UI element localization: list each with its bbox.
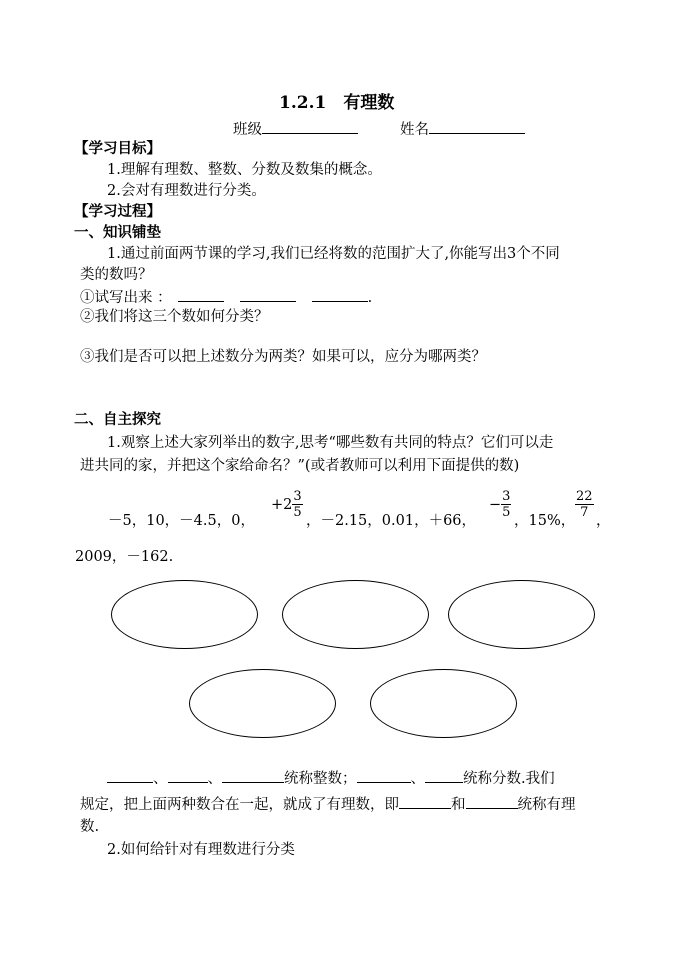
improper-fraction [575, 489, 594, 520]
frac-numerator: 22 [576, 489, 593, 504]
part1-q1-line2: 类的数吗？ [80, 267, 153, 283]
part1-sub3: ③我们是否可以把上述数分为两类？如果可以，应分为哪两类？ [80, 349, 486, 365]
part1-sub2: ②我们将这三个数如何分类？ [80, 309, 269, 325]
answer-blank[interactable] [399, 793, 451, 809]
page-title: 1.2.1 有理数 [279, 93, 395, 113]
numbers-seg2: ，－2.15，0.01，＋66， [306, 513, 477, 529]
part1-sub1 [80, 286, 372, 308]
part2-q2: 2.如何给针对有理数进行分类 [107, 842, 295, 858]
category-ellipse[interactable] [370, 669, 517, 738]
answer-blank[interactable] [168, 767, 208, 783]
neg-sign: − [489, 496, 502, 513]
part1-q1-line1: 1.通过前面两节课的学习,我们已经将数的范围扩大了,你能写出3个不同 [107, 246, 560, 262]
separator: 、 [207, 771, 222, 787]
answer-blank[interactable] [312, 286, 368, 302]
frac-denominator: 5 [502, 505, 511, 520]
mixed-frac [292, 489, 302, 520]
frac-numerator: 3 [293, 489, 302, 504]
and-text: 和 [451, 797, 466, 813]
answer-blank[interactable] [240, 286, 296, 302]
separator: 、 [153, 771, 168, 787]
answer-blank[interactable] [107, 767, 153, 783]
improper-frac [575, 489, 594, 520]
category-ellipse[interactable] [448, 580, 595, 649]
numbers-line2: 2009，－162. [75, 549, 174, 565]
mixed-whole: +2 [271, 496, 293, 513]
frac-denominator: 5 [293, 505, 302, 520]
category-ellipse[interactable] [282, 580, 429, 649]
fill-line1 [107, 767, 555, 789]
part2-q1-line2: 进共同的家，并把这个家给命名？”(或者教师可以利用下面提供的数) [80, 458, 520, 474]
negative-fraction [489, 489, 511, 520]
answer-blank[interactable] [466, 793, 518, 809]
mixed-fraction [271, 489, 303, 520]
name-field [400, 118, 525, 140]
answer-blank[interactable] [357, 767, 411, 783]
class-label: 班级 [233, 122, 262, 138]
part1-heading: 一、知识铺垫 [74, 224, 161, 241]
part2-q1-line1: 1.观察上述大家列举出的数字,思考“哪些数有共同的特点？它们可以走 [107, 435, 554, 451]
numbers-seg4: ， [596, 513, 611, 529]
neg-frac [501, 489, 511, 520]
frac-numerator: 3 [502, 489, 511, 504]
goal-item: 1.理解有理数、整数、分数及数集的概念。 [107, 162, 382, 178]
answer-blank[interactable] [222, 767, 284, 783]
name-label: 姓名 [400, 122, 429, 138]
fill-line2-start: 规定，把上面两种数合在一起，就成了有理数，即 [80, 797, 399, 813]
section-process-heading: 【学习过程】 [74, 203, 161, 220]
integers-text: 统称整数； [284, 771, 357, 787]
frac-denominator: 7 [580, 505, 589, 520]
name-blank[interactable] [429, 118, 525, 134]
answer-blank[interactable] [425, 767, 463, 783]
sub1-label: ①试写出来 ： [80, 290, 172, 306]
answer-blank[interactable] [178, 286, 224, 302]
fill-line2-end: 统称有理 [517, 797, 576, 813]
fill-line3: 数. [80, 819, 100, 835]
part2-heading: 二、自主探究 [74, 411, 161, 428]
category-ellipse[interactable] [189, 669, 336, 738]
separator: 、 [410, 771, 425, 787]
numbers-seg1: －5，10，－4.5，0， [108, 513, 255, 529]
numbers-seg3: ，15%， [514, 513, 576, 529]
class-blank[interactable] [262, 118, 358, 134]
class-field [233, 118, 358, 140]
goal-item: 2.会对有理数进行分类。 [107, 183, 266, 199]
section-goals-heading: 【学习目标】 [74, 140, 161, 157]
fractions-text: 统称分数.我们 [463, 771, 555, 787]
fill-line2 [80, 793, 576, 815]
sub1-end: . [367, 290, 373, 306]
category-ellipse[interactable] [111, 580, 258, 649]
